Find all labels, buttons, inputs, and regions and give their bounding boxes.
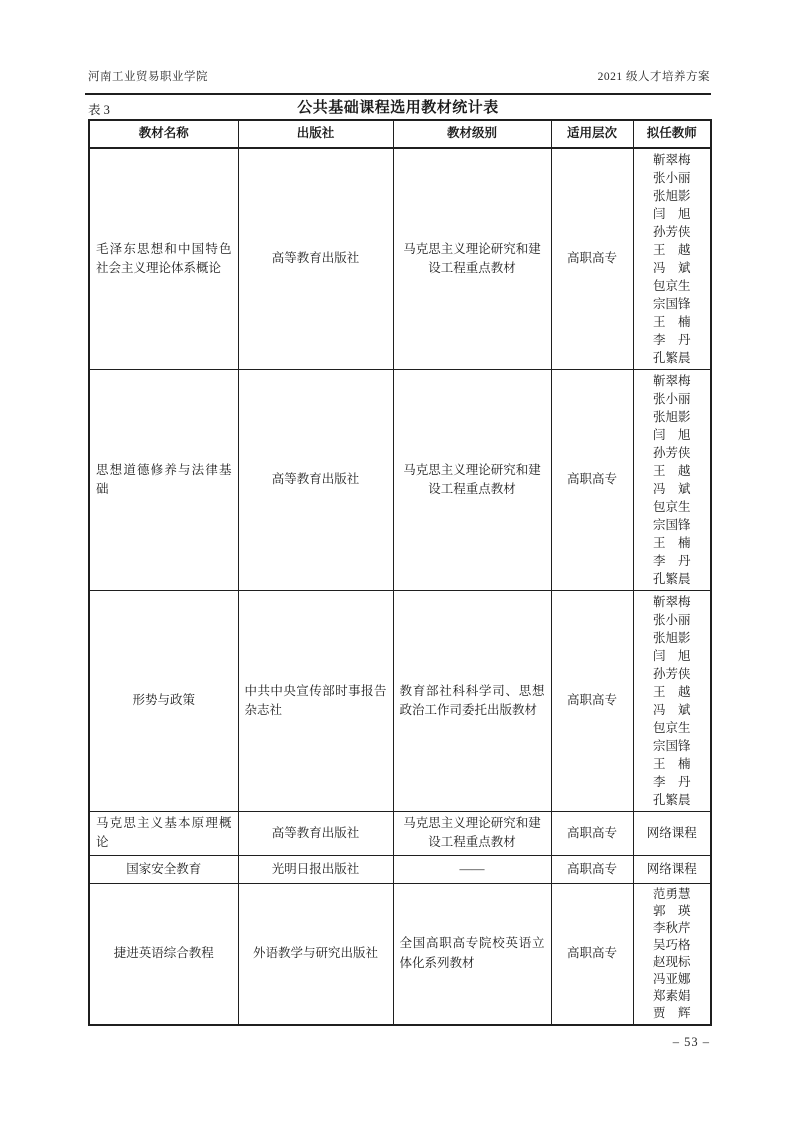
- teacher-entry: 靳翠梅: [652, 374, 691, 388]
- teacher-entry: 冯亚娜: [652, 971, 691, 986]
- teacher-entry: 包京生: [652, 279, 691, 293]
- cell-applicable: 高职高专: [551, 148, 633, 370]
- table-row: [89, 855, 711, 883]
- cell-level: ——: [393, 855, 551, 883]
- textbook-table: [88, 119, 712, 1026]
- table-body: [89, 148, 711, 1025]
- cell-teachers: [633, 591, 711, 812]
- cell-applicable: 高职高专: [551, 812, 633, 856]
- teacher-entry: 闫 旭: [652, 207, 691, 221]
- teacher-entry: 王 越: [652, 464, 691, 478]
- cell-teachers: [633, 855, 711, 883]
- cell-name: 国家安全教育: [89, 855, 238, 883]
- teacher-entry: 冯 斌: [652, 482, 691, 496]
- teacher-entry: 张旭影: [652, 631, 691, 645]
- teacher-entry: 王 越: [652, 685, 691, 699]
- column-header-name: 教材名称: [89, 120, 238, 148]
- teacher-entry: 冯 斌: [652, 703, 691, 717]
- column-header-applicable: 适用层次: [551, 120, 633, 148]
- teacher-entry: 张小丽: [652, 613, 691, 627]
- cell-publisher: 外语教学与研究出版社: [238, 883, 393, 1025]
- teacher-entry: 郭 瑛: [652, 903, 691, 918]
- cell-applicable: 高职高专: [551, 855, 633, 883]
- cell-name: 形势与政策: [89, 591, 238, 812]
- cell-publisher: 中共中央宣传部时事报告杂志社: [238, 591, 393, 812]
- teacher-entry: 孔繁晨: [652, 572, 691, 586]
- running-head: [88, 68, 710, 84]
- teacher-entry: 宗国锋: [652, 739, 691, 753]
- table-row: [89, 370, 711, 591]
- cell-name: 毛泽东思想和中国特色社会主义理论体系概论: [89, 148, 238, 370]
- page-title: 公共基础课程选用教材统计表: [297, 100, 499, 116]
- teacher-entry: 李 丹: [652, 333, 691, 347]
- teacher-entry: 贾 辉: [652, 1005, 691, 1020]
- cell-applicable: 高职高专: [551, 370, 633, 591]
- teacher-entry: 李 丹: [652, 775, 691, 789]
- teacher-entry: 王 楠: [652, 315, 691, 329]
- teacher-entry: 王 楠: [652, 757, 691, 771]
- running-head-right: 2021 级人才培养方案: [597, 71, 710, 83]
- teacher-entry: 王 楠: [652, 536, 691, 550]
- table-row: [89, 883, 711, 1025]
- teacher-entry: 网络课程: [646, 826, 697, 841]
- cell-teachers: [633, 812, 711, 856]
- teacher-entry: 张小丽: [652, 392, 691, 406]
- teacher-entry: 李 丹: [652, 554, 691, 568]
- cell-publisher: 高等教育出版社: [238, 812, 393, 856]
- column-header-teachers: 拟任教师: [633, 120, 711, 148]
- table-header-row: [89, 120, 711, 148]
- teacher-entry: 孔繁晨: [652, 351, 691, 365]
- teacher-entry: 郑素娟: [652, 988, 691, 1003]
- cell-name: 思想道德修养与法律基础: [89, 370, 238, 591]
- cell-level: 全国高职高专院校英语立体化系列教材: [393, 883, 551, 1025]
- teacher-entry: 范勇慧: [652, 886, 691, 901]
- cell-publisher: 光明日报出版社: [238, 855, 393, 883]
- teacher-entry: 冯 斌: [652, 261, 691, 275]
- cell-publisher: 高等教育出版社: [238, 148, 393, 370]
- teacher-entry: 网络课程: [646, 862, 697, 877]
- teacher-entry: 张旭影: [652, 189, 691, 203]
- teacher-entry: 孙芳侠: [652, 225, 691, 239]
- teacher-entry: 闫 旭: [652, 428, 691, 442]
- teacher-entry: 包京生: [652, 500, 691, 514]
- cell-publisher: 高等教育出版社: [238, 370, 393, 591]
- table-row: [89, 591, 711, 812]
- cell-applicable: 高职高专: [551, 591, 633, 812]
- cell-applicable: 高职高专: [551, 883, 633, 1025]
- cell-teachers: [633, 883, 711, 1025]
- header-rule: [85, 93, 711, 95]
- teacher-entry: 包京生: [652, 721, 691, 735]
- table-header: [89, 120, 711, 148]
- cell-level: 教育部社科科学司、思想政治工作司委托出版教材: [393, 591, 551, 812]
- cell-teachers: [633, 148, 711, 370]
- teacher-entry: 张旭影: [652, 410, 691, 424]
- cell-level: 马克思主义理论研究和建设工程重点教材: [393, 148, 551, 370]
- teacher-entry: 张小丽: [652, 171, 691, 185]
- column-header-publisher: 出版社: [238, 120, 393, 148]
- cell-teachers: [633, 370, 711, 591]
- teacher-entry: 孙芳侠: [652, 667, 691, 681]
- running-head-left: 河南工业贸易职业学院: [88, 71, 208, 83]
- page-number: – 53 –: [672, 1035, 710, 1049]
- teacher-entry: 王 越: [652, 243, 691, 257]
- teacher-entry: 赵现标: [652, 954, 691, 969]
- teacher-entry: 宗国锋: [652, 518, 691, 532]
- column-header-level: 教材级别: [393, 120, 551, 148]
- teacher-entry: 李秋芹: [652, 920, 691, 935]
- cell-level: 马克思主义理论研究和建设工程重点教材: [393, 812, 551, 856]
- teacher-entry: 闫 旭: [652, 649, 691, 663]
- table-row: [89, 812, 711, 856]
- table-label: 表 3: [88, 103, 110, 117]
- cell-level: 马克思主义理论研究和建设工程重点教材: [393, 370, 551, 591]
- table-caption: [85, 98, 711, 118]
- cell-name: 马克思主义基本原理概论: [89, 812, 238, 856]
- teacher-entry: 吴巧格: [652, 937, 691, 952]
- teacher-entry: 孙芳侠: [652, 446, 691, 460]
- teacher-entry: 靳翠梅: [652, 153, 691, 167]
- teacher-entry: 宗国锋: [652, 297, 691, 311]
- cell-name: 捷进英语综合教程: [89, 883, 238, 1025]
- teacher-entry: 靳翠梅: [652, 595, 691, 609]
- teacher-entry: 孔繁晨: [652, 793, 691, 807]
- table-row: [89, 148, 711, 370]
